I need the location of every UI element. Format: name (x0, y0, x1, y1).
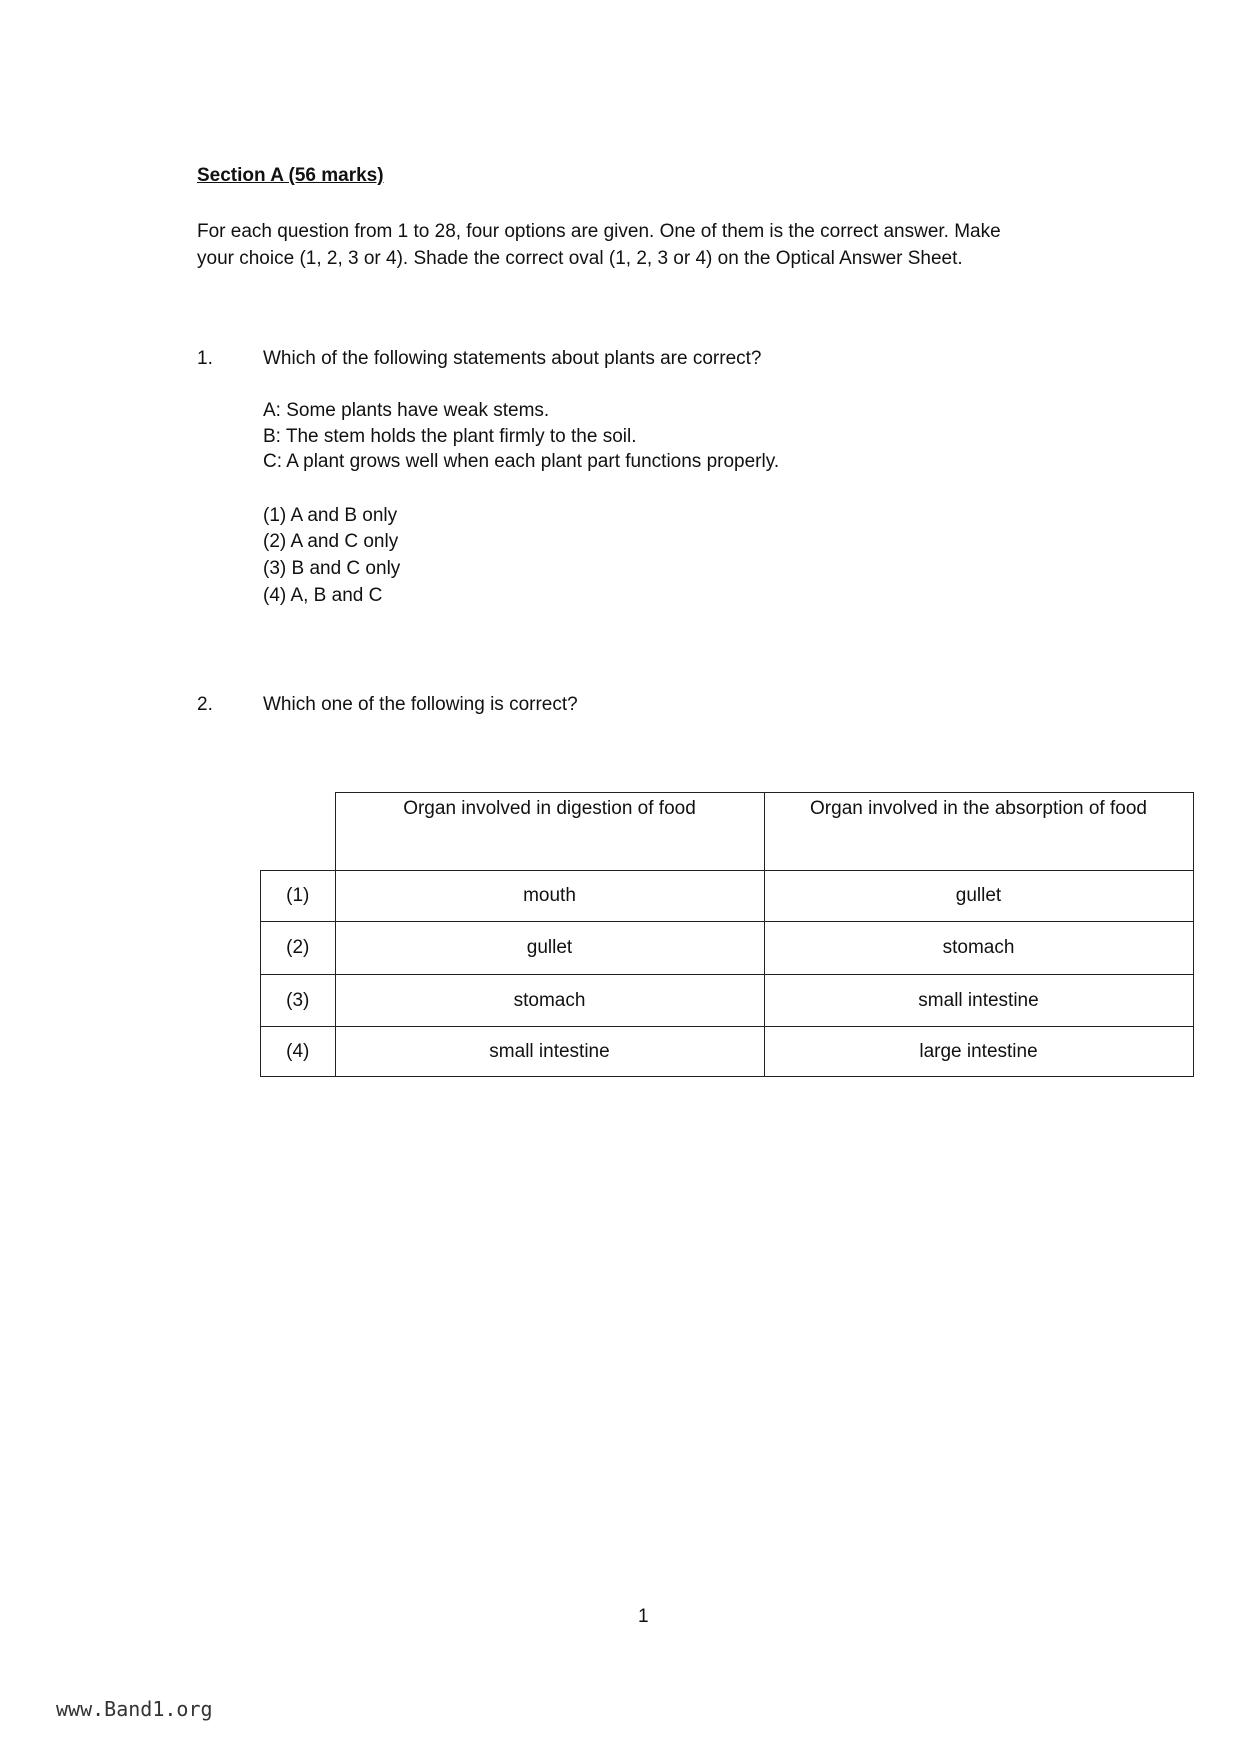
row-absorption: large intestine (764, 1027, 1193, 1077)
footer-url: www.Band1.org (56, 1697, 213, 1721)
row-option: (1) (261, 871, 336, 922)
row-digestion: stomach (335, 975, 764, 1027)
row-option: (2) (261, 922, 336, 975)
row-absorption: stomach (764, 922, 1193, 975)
table-row (261, 975, 1194, 1027)
statement-a: A: Some plants have weak stems. (263, 400, 550, 421)
row-digestion: mouth (335, 871, 764, 922)
header-digestion: Organ involved in digestion of food (335, 793, 764, 871)
table-row (261, 922, 1194, 975)
row-digestion: gullet (335, 922, 764, 975)
row-absorption: gullet (764, 871, 1193, 922)
row-absorption: small intestine (764, 975, 1193, 1027)
header-absorption: Organ involved in the absorption of food (764, 793, 1193, 871)
table-row (261, 1027, 1194, 1077)
question-2-text: Which one of the following is correct? (263, 694, 578, 715)
option-4: (4) A, B and C (263, 585, 383, 606)
option-2: (2) A and C only (263, 531, 399, 552)
option-1: (1) A and B only (263, 505, 398, 526)
statement-b: B: The stem holds the plant firmly to the soil. (263, 426, 637, 447)
options-table (260, 792, 1194, 1077)
row-digestion: small intestine (335, 1027, 764, 1077)
statement-c: C: A plant grows well when each plant part functions properly. (263, 451, 780, 472)
question-2-number: 2. (197, 694, 213, 715)
row-option: (3) (261, 975, 336, 1027)
question-1-text: Which of the following statements about plants are correct? (263, 348, 762, 369)
section-title: Section A (56 marks) (197, 165, 384, 186)
instructions: For each question from 1 to 28, four options are given. One of them is the correct answer. Make your choice (1, 2, 3 or 4). Shade the correct oval (1, 2, 3 or 4) on the Optical Answer Sheet. (197, 221, 1001, 269)
option-3: (3) B and C only (263, 558, 401, 579)
table-row (261, 871, 1194, 922)
page-number: 1 (638, 1606, 649, 1627)
question-1-number: 1. (197, 348, 213, 369)
row-option: (4) (261, 1027, 336, 1077)
